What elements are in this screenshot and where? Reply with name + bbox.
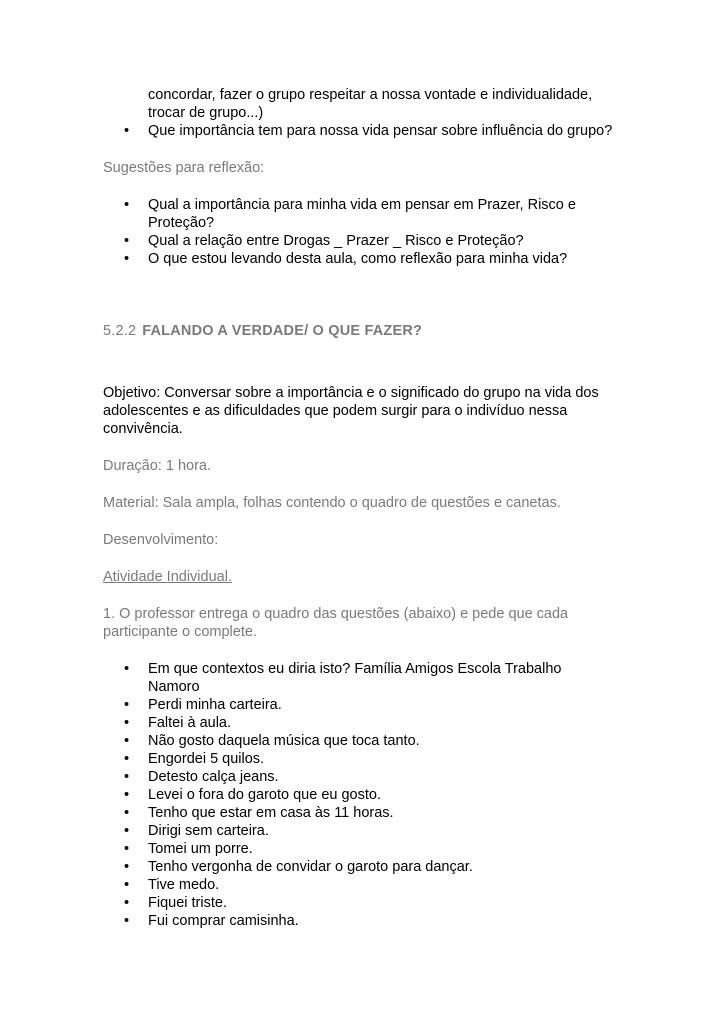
list-item: • Tenho que estar em casa às 11 horas. [124, 805, 394, 821]
bullet-icon: • [124, 123, 130, 139]
list-item: • Qual a relação entre Drogas _ Prazer _ Risco e Proteção? [124, 233, 524, 249]
list-item: • Dirigi sem carteira. [124, 823, 269, 839]
section-title: FALANDO A VERDADE/ O QUE FAZER? [142, 323, 423, 339]
bullet-icon: • [124, 233, 130, 249]
bullet-icon: • [124, 197, 130, 213]
bullet-icon: • [124, 787, 130, 803]
list-item: • Tomei um porre. [124, 841, 253, 857]
material-text: Material: Sala ampla, folhas contendo o quadro de questões e canetas. [103, 495, 561, 511]
bullet-icon: • [124, 715, 130, 731]
suggestions-list [103, 196, 643, 268]
list-item-continuation: trocar de grupo...) [148, 105, 264, 121]
bullet-icon: • [124, 733, 130, 749]
list-item: • Qual a importância para minha vida em pensar em Prazer, Risco e Proteção? [124, 197, 576, 231]
list-item: • Não gosto daquela música que toca tanto. [124, 733, 420, 749]
bullet-icon: • [124, 661, 130, 677]
objective-paragraph: Objetivo: Conversar sobre a importância e o significado do grupo na vida dos adolescentes e as dificuldades que podem surgir para o indivíduo nessa convivência. [103, 385, 599, 437]
bullet-icon: • [124, 823, 130, 839]
list-item: • Em que contextos eu diria isto? Família Amigos Escola Trabalho Namoro [124, 661, 562, 695]
list-item: • O que estou levando desta aula, como reflexão para minha vida? [124, 251, 568, 267]
bullet-icon: • [124, 841, 130, 857]
bullet-icon: • [124, 805, 130, 821]
bullet-icon: • [124, 859, 130, 875]
duration-text: Duração: 1 hora. [103, 458, 212, 474]
bullet-icon: • [124, 751, 130, 767]
section-number: 5.2.2 [103, 323, 137, 339]
group-question-list [103, 122, 643, 140]
step-1-paragraph: 1. O professor entrega o quadro das questões (abaixo) e pede que cada participante o complete. [103, 606, 569, 640]
section-heading [103, 322, 643, 340]
list-item: • Engordei 5 quilos. [124, 751, 265, 767]
list-item: • Perdi minha carteira. [124, 697, 282, 713]
list-item-continuation: concordar, fazer o grupo respeitar a nossa vontade e individualidade, [148, 87, 593, 103]
list-item: • Tenho vergonha de convidar o garoto para dançar. [124, 859, 473, 875]
list-item: • Fiquei triste. [124, 895, 227, 911]
list-item: • Levei o fora do garoto que eu gosto. [124, 787, 381, 803]
development-label: Desenvolvimento: [103, 532, 219, 548]
list-item: • Que importância tem para nossa vida pensar sobre influência do grupo? [124, 123, 613, 139]
list-item: • Tive medo. [124, 877, 220, 893]
bullet-icon: • [124, 913, 130, 929]
bullet-icon: • [124, 877, 130, 893]
document-page [103, 86, 643, 930]
list-item: • Fui comprar camisinha. [124, 913, 299, 929]
bullet-icon: • [124, 251, 130, 267]
questions-list [103, 660, 643, 930]
list-item: • Faltei à aula. [124, 715, 232, 731]
bullet-icon: • [124, 697, 130, 713]
activity-heading: Atividade Individual. [103, 569, 232, 585]
list-item: • Detesto calça jeans. [124, 769, 279, 785]
bullet-icon: • [124, 895, 130, 911]
suggestions-label: Sugestões para reflexão: [103, 160, 265, 176]
bullet-icon: • [124, 769, 130, 785]
